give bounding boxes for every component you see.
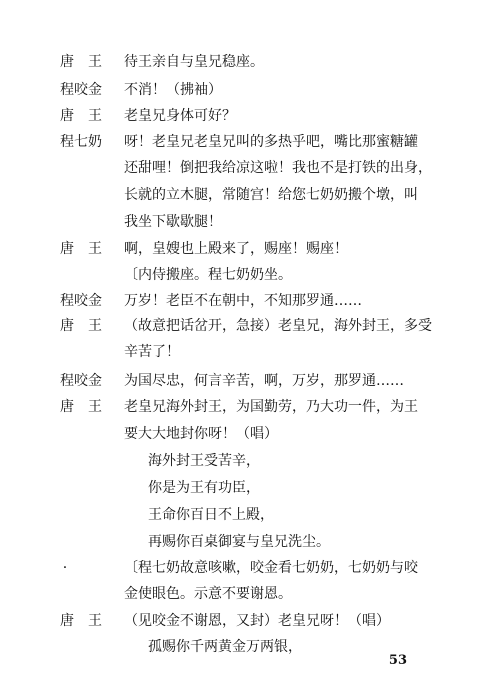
speaker-label: 程七奶	[60, 134, 102, 150]
dialogue-text: 我坐下歇歇腿！	[124, 214, 222, 230]
dialogue-text: 要大大地封你呀！（唱）	[124, 426, 278, 442]
dialogue-text: 万岁！老臣不在朝中，不知那罗通……	[124, 293, 362, 309]
song-text: 孤赐你千两黄金万两银，	[148, 639, 302, 655]
script-line	[60, 155, 465, 181]
stage-direction-text: 〔程七奶故意咳嗽，咬金看七奶奶，七奶奶与咬	[124, 560, 418, 576]
stage-direction-text: 〔内侍搬座。程七奶奶坐。	[124, 267, 292, 283]
script-line	[60, 49, 465, 75]
script-line	[60, 313, 465, 339]
dialogue-text: 啊，皇嫂也上殿来了，赐座！赐座！	[124, 241, 348, 257]
script-line	[60, 421, 465, 447]
song-text: 王命你百日不上殿，	[148, 507, 274, 523]
dialogue-text: 待王亲自与皇兄稳座。	[124, 54, 264, 70]
dialogue-text: 不消！（拂袖）	[124, 82, 222, 98]
dialogue-text: 老皇兄海外封王，为国勤劳，乃大功一件，为王	[124, 399, 418, 415]
speaker-label: 唐 王	[60, 318, 102, 334]
stage-direction-text: 金使眼色。示意不要谢恩。	[124, 586, 292, 602]
stage-direction	[60, 555, 465, 581]
script-line	[60, 394, 465, 420]
page-number: 53	[388, 653, 407, 668]
speaker-label: 唐 王	[60, 241, 102, 257]
script-line	[60, 236, 465, 262]
dialogue-text: 长就的立木腿，常随宫！给您七奶奶搬个墩，叫	[124, 187, 418, 203]
script-line	[60, 368, 465, 394]
dialogue-text: 还甜哩！倒把我给凉这啦！我也不是打铁的出身，	[124, 160, 432, 176]
script-line	[60, 129, 465, 155]
script-line	[60, 209, 465, 235]
song-line	[60, 475, 465, 501]
speaker-label: 唐 王	[60, 399, 102, 415]
dialogue-text: 老皇兄身体可好？	[124, 108, 236, 124]
script-line	[60, 103, 465, 129]
dialogue-text: 辛苦了！	[124, 344, 180, 360]
song-line	[60, 502, 465, 528]
bullet-dot: ·	[62, 560, 68, 576]
speaker-label: 程咬金	[60, 82, 102, 98]
dialogue-text: （故意把话岔开，急接）老皇兄，海外封王，多受	[124, 318, 432, 334]
dialogue-text: 呀！老皇兄老皇兄叫的多热乎吧，嘴比那蜜糖罐	[124, 134, 418, 150]
song-text: 你是为王有功臣，	[148, 480, 260, 496]
script-line	[60, 182, 465, 208]
song-line	[60, 529, 465, 555]
speaker-label: 唐 王	[60, 108, 102, 124]
speaker-label: 唐 王	[60, 54, 102, 70]
speaker-label: 程咬金	[60, 373, 102, 389]
stage-direction	[60, 581, 465, 607]
speaker-label: 程咬金	[60, 293, 102, 309]
script-line	[60, 288, 465, 314]
speaker-label: 唐 王	[60, 613, 102, 629]
song-line	[60, 448, 465, 474]
song-text: 再赐你百桌御宴与皇兄洗尘。	[148, 534, 330, 550]
stage-direction	[60, 262, 465, 288]
dialogue-text: （见咬金不谢恩，又封）老皇兄呀！（唱）	[124, 613, 390, 629]
script-line	[60, 608, 465, 634]
script-line	[60, 339, 465, 365]
dialogue-text: 为国尽忠，何言辛苦，啊，万岁，那罗通……	[124, 373, 404, 389]
song-text: 海外封王受苦辛，	[148, 453, 260, 469]
script-line	[60, 77, 465, 103]
